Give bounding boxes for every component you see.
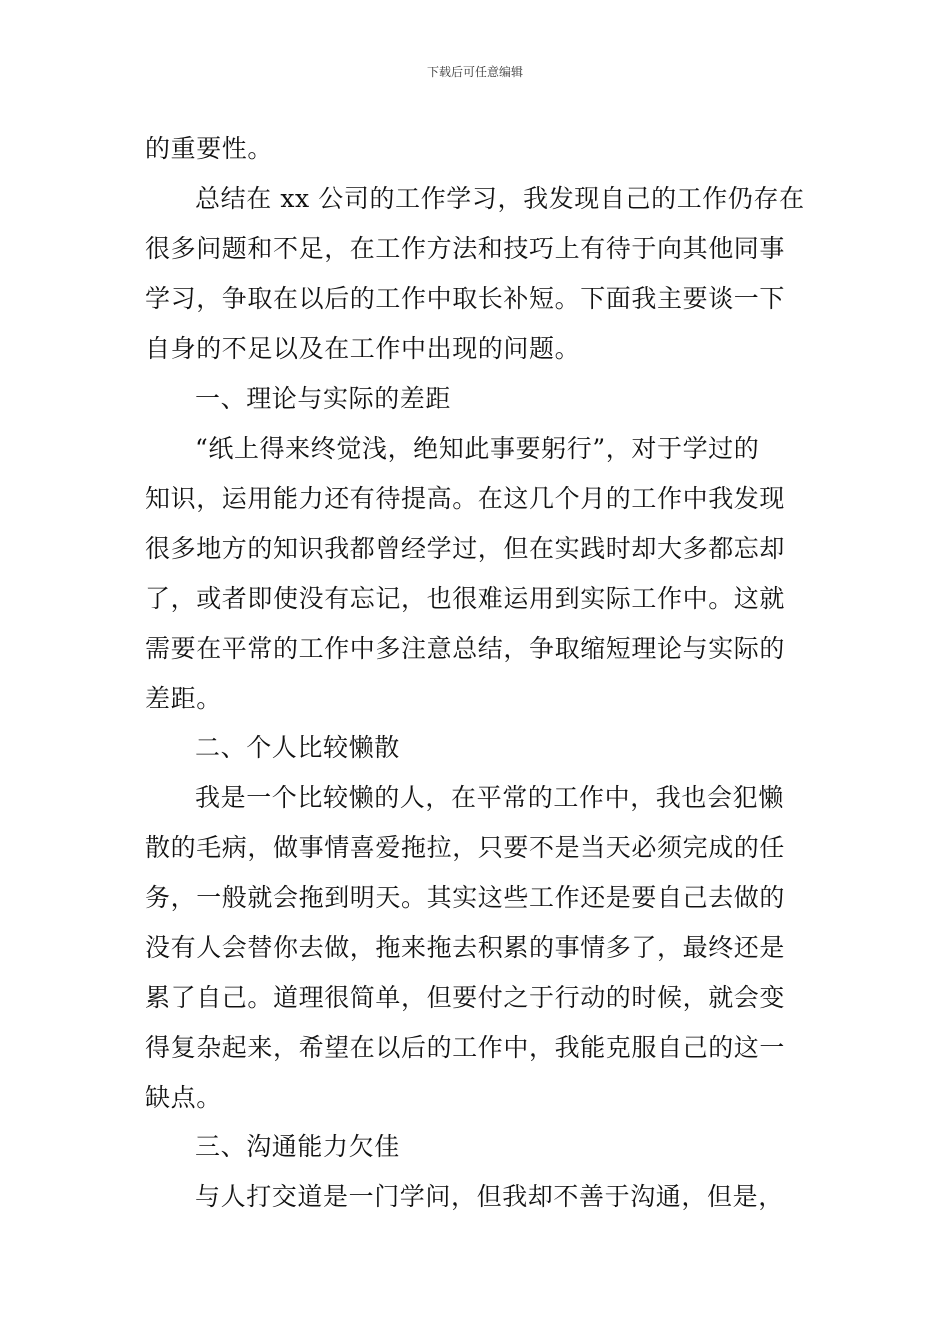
section-heading-1: 一、理论与实际的差距 bbox=[195, 384, 452, 413]
text-line: 自身的不足以及在工作中出现的问题。 bbox=[145, 334, 581, 363]
text-line: 很多地方的知识我都曾经学过，但在实践时却大多都忘却 bbox=[145, 534, 786, 563]
section-heading-3: 三、沟通能力欠佳 bbox=[195, 1132, 400, 1161]
text-line: 需要在平常的工作中多注意总结，争取缩短理论与实际的 bbox=[145, 634, 786, 663]
text-line: 学习，争取在以后的工作中取长补短。下面我主要谈一下 bbox=[145, 284, 786, 313]
section-heading-2: 二、个人比较懒散 bbox=[195, 733, 400, 762]
text-line: 差距。 bbox=[145, 684, 222, 713]
paragraph-first-line: “纸上得来终觉浅，绝知此事要躬行”，对于学过的 bbox=[195, 434, 760, 463]
text-line: 得复杂起来，希望在以后的工作中，我能克服自己的这一 bbox=[145, 1033, 786, 1062]
text-line: 累了自己。道理很简单，但要付之于行动的时候，就会变 bbox=[145, 983, 786, 1012]
text-line: 散的毛病，做事情喜爱拖拉，只要不是当天必须完成的任 bbox=[145, 833, 786, 862]
page-header: 下载后可任意编辑 bbox=[426, 65, 523, 79]
text-line: 了，或者即使没有忘记，也很难运用到实际工作中。这就 bbox=[145, 584, 786, 613]
paragraph-first-line: 总结在 xx 公司的工作学习，我发现自己的工作仍存在 bbox=[195, 184, 805, 213]
text-line: 知识，运用能力还有待提高。在这几个月的工作中我发现 bbox=[145, 484, 786, 513]
text-line: 很多问题和不足，在工作方法和技巧上有待于向其他同事 bbox=[145, 234, 786, 263]
paragraph-first-line: 我是一个比较懒的人，在平常的工作中，我也会犯懒 bbox=[195, 783, 784, 812]
paragraph-first-line: 与人打交道是一门学问，但我却不善于沟通，但是， bbox=[195, 1182, 784, 1211]
text-line: 务，一般就会拖到明天。其实这些工作还是要自己去做的 bbox=[145, 883, 786, 912]
text-line: 没有人会替你去做，拖来拖去积累的事情多了，最终还是 bbox=[145, 933, 786, 962]
text-line: 的重要性。 bbox=[145, 134, 274, 163]
text-line: 缺点。 bbox=[145, 1083, 222, 1112]
